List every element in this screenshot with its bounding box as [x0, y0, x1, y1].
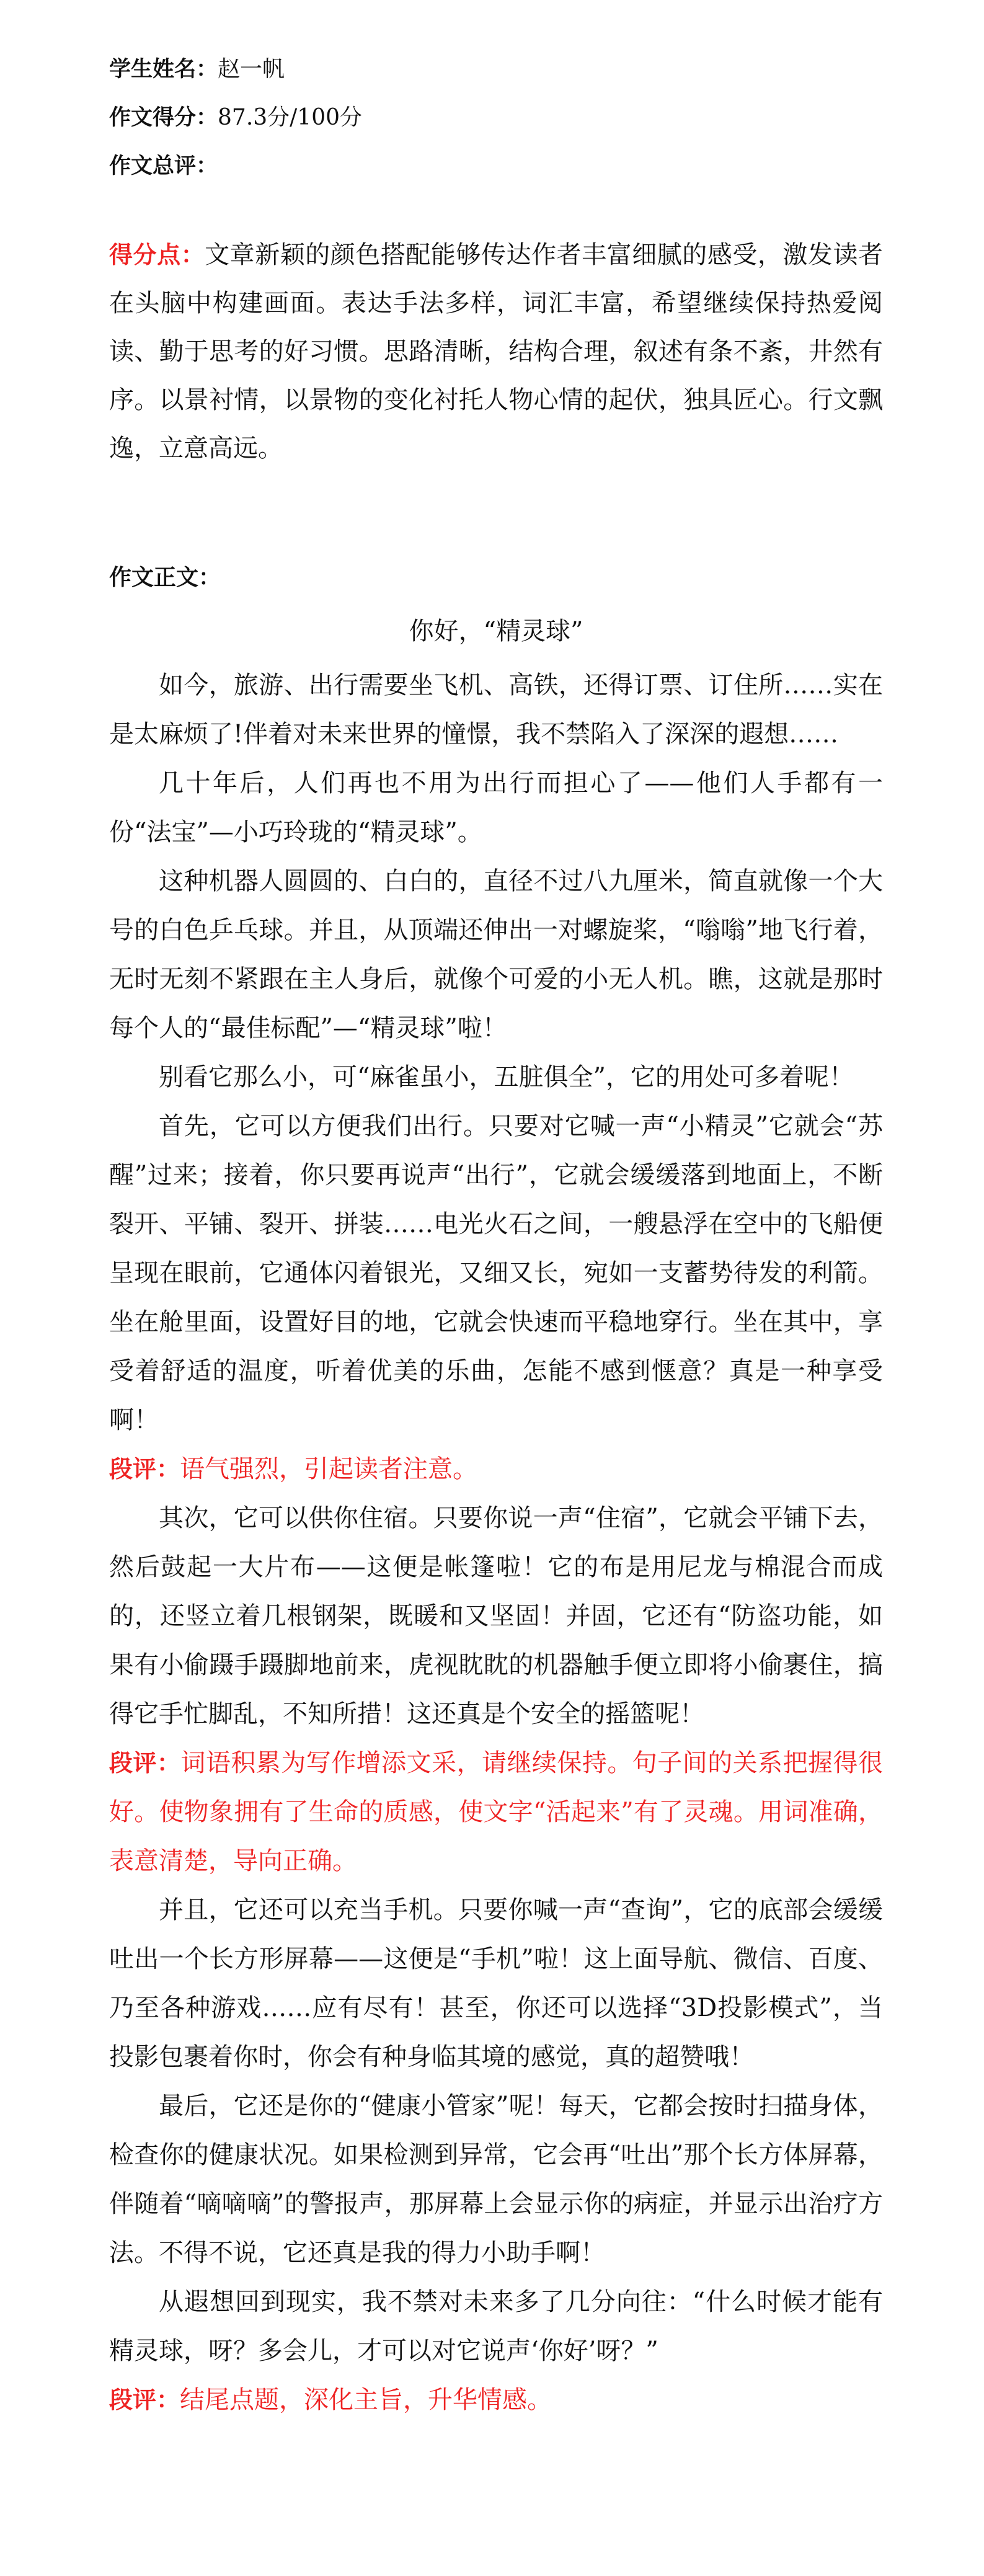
essay-paragraph: 这种机器人圆圆的、白白的，直径不过八九厘米，简直就像一个大号的白色乒乓球。并且，从顶端还伸出一对螺旋桨，“嗡嗡”地飞行着，无时无刻不紧跟在主人身后，就像个可爱的小无人机。瞧，这就是那时每个人的“最佳标配”—“精灵球”啦！ [109, 867, 883, 1042]
review-label: 作文总评： [109, 154, 218, 179]
comment-label: 段评： [109, 2386, 180, 2414]
essay-section-label: 作文正文： [109, 565, 221, 590]
essay-body [109, 661, 883, 2425]
paragraph-comment [109, 1739, 883, 1886]
essay-paragraph: 如今，旅游、出行需要坐飞机、高铁，还得订票、订住所……实在是太麻烦了!伴着对未来世界的憧憬，我不禁陷入了深深的遐想…… [109, 671, 883, 748]
review-line [109, 151, 218, 181]
comment-text: 词语积累为写作增添文采，请继续保持。句子间的关系把握得很好。使物象拥有了生命的质感，使文字“活起来”有了灵魂。用词准确，表意清楚，导向正确。 [109, 1749, 883, 1875]
essay-paragraph: 从遐想回到现实，我不禁对未来多了几分向往：“什么时候才能有精灵球，呀？多会儿，才可以对它说声‘你好’呀？” [109, 2288, 883, 2365]
summary-label: 得分点： [109, 241, 205, 269]
student-name-label: 学生姓名： [109, 57, 218, 82]
essay-paragraph: 首先，它可以方便我们出行。只要对它喊一声“小精灵”它就会“苏醒”过来；接着，你只要再说声“出行”，它就会缓缓落到地面上，不断裂开、平铺、裂开、拼装……电光火石之间，一艘悬浮在空中的飞船便呈现在眼前，它通体闪着银光，又细又长，宛如一支蓄势待发的利箭。坐在舱里面，设置好目的地，它就会快速而平稳地穿行。坐在其中，享受着舒适的温度，听着优美的乐曲，怎能不感到惬意？真是一种享受啊！ [109, 1112, 883, 1434]
comment-label: 段评： [109, 1455, 180, 1483]
essay-title: 你好，“精灵球” [409, 617, 583, 646]
student-name-line [109, 55, 285, 84]
student-name-value: 赵一帆 [218, 56, 285, 82]
essay-paragraph: 最后，它还是你的“健康小管家”呢！每天，它都会按时扫描身体，检查你的健康状况。如果检测到异常，它会再“吐出”那个长方体屏幕，伴随着“嘀嘀嘀”的警报声，那屏幕上会显示你的病症，并显示出治疗方法。不得不说，它还真是我的得力小助手啊！ [109, 2092, 883, 2267]
essay-paragraph: 其次，它可以供你住宿。只要你说一声“住宿”，它就会平铺下去，然后鼓起一大片布——这便是帐篷啦！它的布是用尼龙与棉混合而成的，还竖立着几根钢架，既暖和又坚固！并固，它还有“防盗功能，如果有小偷蹑手蹑脚地前来，虎视眈眈的机器触手便立即将小偷裹住，搞得它手忙脚乱，不知所措！这还真是个安全的摇篮呢！ [109, 1504, 883, 1728]
score-line [109, 103, 362, 133]
paragraph-comment [109, 1445, 883, 1494]
comment-text: 结尾点题，深化主旨，升华情感。 [180, 2386, 552, 2414]
paragraph-comment [109, 2376, 883, 2425]
summary-block [109, 231, 883, 473]
comment-text: 语气强烈，引起读者注意。 [180, 1455, 478, 1483]
essay-paragraph: 别看它那么小，可“麻雀虽小，五脏俱全”，它的用处可多着呢！ [159, 1063, 854, 1091]
score-value: 87.3分/100分 [218, 105, 363, 130]
score-label: 作文得分： [109, 105, 218, 130]
comment-label: 段评： [109, 1749, 181, 1777]
summary-text: 文章新颖的颜色搭配能够传达作者丰富细腻的感受，激发读者在头脑中构建画面。表达手法多样，词汇丰富，希望继续保持热爱阅读、勤于思考的好习惯。思路清晰，结构合理，叙述有条不紊，井然有序。以景衬情，以景物的变化衬托人物心情的起伏，独具匠心。行文飘逸，立意高远。 [109, 241, 883, 463]
essay-paragraph: 并且，它还可以充当手机。只要你喊一声“查询”，它的底部会缓缓吐出一个长方形屏幕——这便是“手机”啦！这上面导航、微信、百度、乃至各种游戏……应有尽有！甚至，你还可以选择“3D投影模式”，当投影包裹着你时，你会有种身临其境的感觉，真的超赞哦！ [109, 1896, 883, 2071]
essay-paragraph: 几十年后，人们再也不用为出行而担心了——他们人手都有一份“法宝”—小巧玲珑的“精灵球”。 [109, 769, 883, 846]
